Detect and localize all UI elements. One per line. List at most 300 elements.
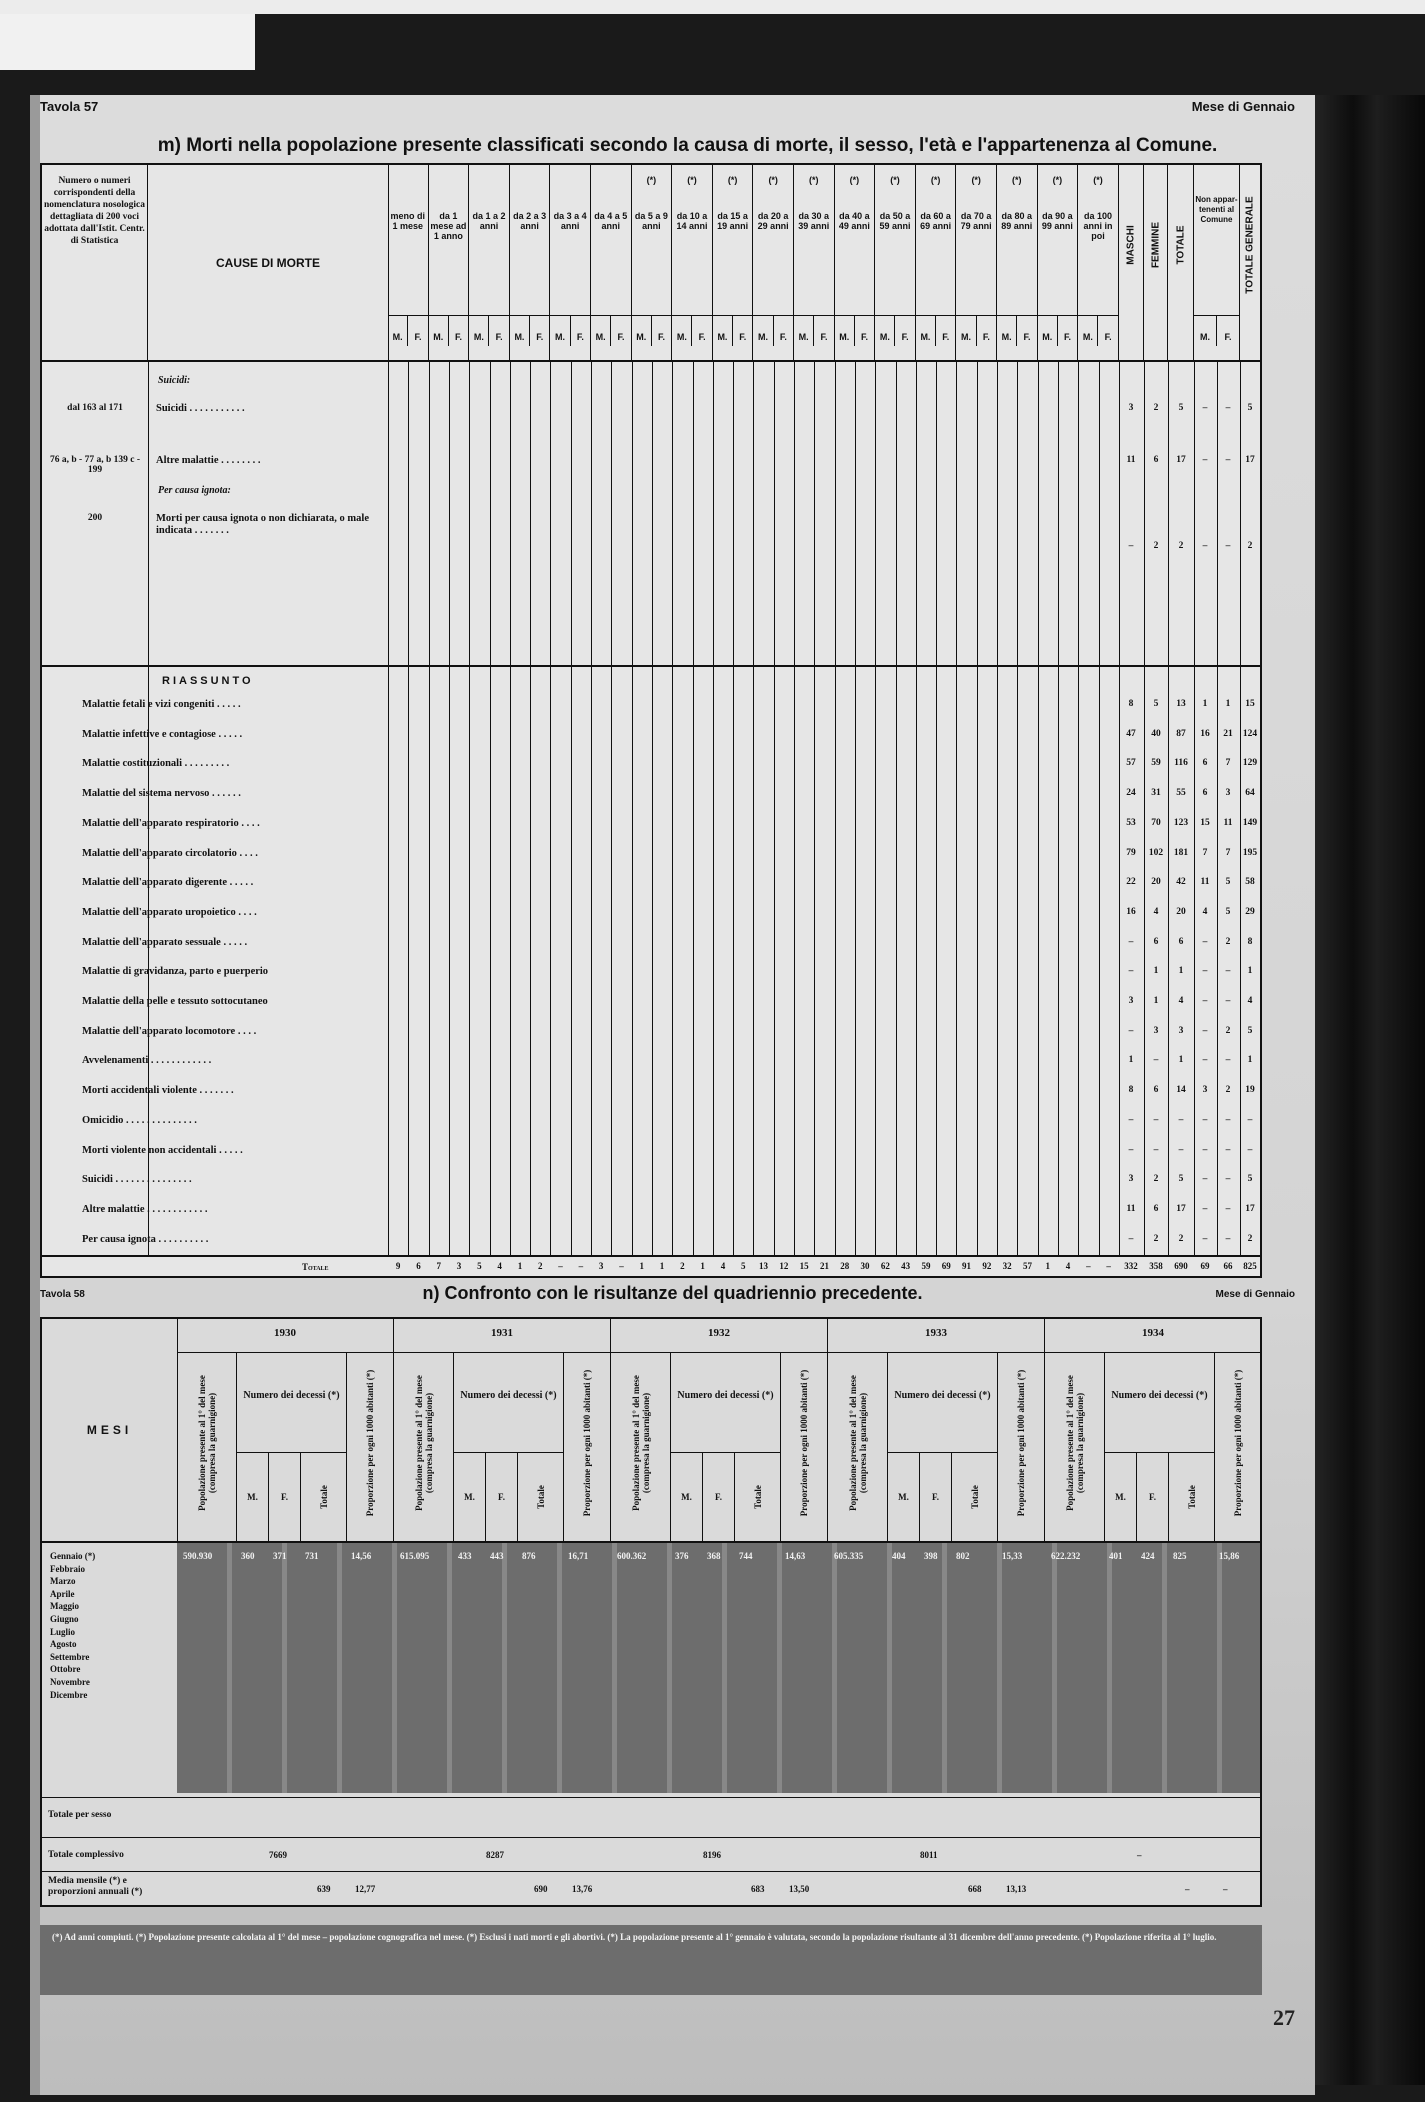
grand-total-cell: 5 <box>477 1261 482 1271</box>
age-group-label: da 1 a 2 anni <box>472 211 506 231</box>
total-nf-cell: 2 <box>1225 1085 1231 1096</box>
total-nm-cell: – <box>1202 996 1208 1006</box>
total-generale-cell: 124 <box>1242 728 1258 739</box>
summary-row <box>42 996 1260 1016</box>
age-group-label: da 20 a 29 anni <box>757 211 789 231</box>
left-margin-strip <box>30 95 40 2095</box>
grand-total-cell: 12 <box>779 1261 789 1271</box>
grand-total-cell: 1 <box>639 1261 644 1271</box>
sex-m-label: M. <box>632 316 652 346</box>
sex-f-label: F. <box>1064 332 1072 342</box>
age-group-header <box>591 165 632 360</box>
col-f-header <box>920 1453 952 1541</box>
grand-total-value: 8287 <box>486 1850 504 1860</box>
col-total-text: Totale <box>318 1485 329 1509</box>
total-label: Totale <box>302 1262 329 1272</box>
col-f-header <box>703 1453 735 1541</box>
age-group-label: da 40 a 49 anni <box>838 211 870 231</box>
total-generale-cell: 19 <box>1245 1085 1255 1096</box>
population-header-text: Popolazione presente al 1° del mese (compresa la guarnigione) <box>1064 1375 1085 1511</box>
total-totale-cell: 87 <box>1176 728 1186 739</box>
age-footnote-mark: (*) <box>849 175 860 185</box>
total-nm-cell: 1 <box>1202 699 1208 709</box>
total-maschi-cell: – <box>1128 966 1134 977</box>
annual-proportion-value: 13,50 <box>789 1884 810 1894</box>
january-value: 590.930 <box>183 1551 213 1561</box>
total-nf-cell: 5 <box>1225 906 1231 917</box>
total-maschi-cell: – <box>1128 1233 1134 1244</box>
population-header <box>828 1353 888 1541</box>
table-n <box>40 1317 1262 1907</box>
total-nf-cell: – <box>1225 1114 1231 1125</box>
month-label: Settembre <box>50 1651 90 1662</box>
total-nm-cell: – <box>1202 936 1208 947</box>
annual-proportion-value: 13,13 <box>1006 1884 1027 1894</box>
summary-row <box>42 848 1260 868</box>
sex-f-label: F. <box>617 332 625 342</box>
total-maschi-cell: 16 <box>1126 906 1136 917</box>
nomenclature-code: 76 a, b - 77 a, b 139 c - 199 <box>50 455 140 475</box>
total-nm-cell: – <box>1202 1203 1208 1214</box>
population-header <box>177 1353 237 1541</box>
grand-total-cell: 30 <box>860 1261 870 1271</box>
age-group-label: da 30 a 39 anni <box>798 211 830 231</box>
total-nm-cell: – <box>1202 1233 1208 1244</box>
age-footnote-mark: (*) <box>1012 175 1022 185</box>
total-generale-cell: 8 <box>1247 936 1253 947</box>
january-value: 401 <box>1109 1551 1123 1561</box>
sex-m-label: M. <box>916 316 936 346</box>
monthly-values-block <box>177 1543 1260 1793</box>
cause-column-header: CAUSE DI MORTE <box>148 165 389 360</box>
col-f-header <box>269 1453 301 1541</box>
total-nf-cell: 11 <box>1223 817 1233 828</box>
summary-row <box>42 699 1260 719</box>
grand-total-cell: 57 <box>1022 1261 1032 1271</box>
total-nm-cell: – <box>1202 1025 1208 1036</box>
footnotes: (*) Ad anni compiuti. (*) Popolazione presente calcolata al 1° del mese – popolazione cognografica nel mese. (*) Esclusi i nati morti e gli abortivi. (*) La popolazione presente al 1° gennaio è valutata, secondo la popolazione risultante al 31 dicembre dell'anno precedente. (*) Popolazione riferita al 1° luglio. <box>40 1925 1262 1995</box>
col-total-header <box>518 1453 564 1541</box>
col-m-text: M. <box>464 1492 475 1502</box>
total-totale-cell: 4 <box>1178 996 1184 1006</box>
age-group-header <box>753 165 794 360</box>
total-femmine-cell: 6 <box>1153 455 1159 465</box>
sex-f-label: F. <box>495 332 503 342</box>
col-total-text: Totale <box>752 1485 763 1509</box>
total-maschi-cell: 53 <box>1126 817 1136 828</box>
total-generale-cell: 15 <box>1245 699 1255 709</box>
grand-total-cell: 7 <box>436 1261 441 1271</box>
col-total-header <box>1169 1453 1215 1541</box>
january-value: 371 <box>273 1551 287 1561</box>
total-femmine-cell: – <box>1153 1114 1159 1125</box>
grand-total-cell: 2 <box>680 1261 685 1271</box>
total-totale-cell: 116 <box>1174 758 1188 769</box>
total-femmine-cell: 1 <box>1153 966 1159 977</box>
age-footnote-mark: (*) <box>768 175 778 185</box>
sex-f-label: F. <box>658 332 666 342</box>
total-nf-cell: – <box>1225 1055 1231 1066</box>
total-maschi-cell: – <box>1128 1025 1134 1036</box>
grand-total-cell: – <box>619 1261 624 1271</box>
running-head-left: Tavola 57 <box>40 99 99 114</box>
sex-m-label: M. <box>794 316 814 346</box>
total-maschi-cell: – <box>1128 1114 1134 1125</box>
grand-total-cell: 13 <box>759 1261 769 1271</box>
age-footnote-mark: (*) <box>809 175 819 185</box>
age-group-label: da 50 a 59 anni <box>879 211 911 231</box>
sex-f-label: F. <box>455 332 463 342</box>
summary-row <box>42 1115 1260 1135</box>
summary-row <box>42 877 1260 897</box>
age-group-header <box>672 165 713 360</box>
total-generale-cell: – <box>1247 1114 1253 1125</box>
age-group-header <box>469 165 510 360</box>
total-nf-cell: – <box>1225 541 1231 551</box>
total-generale-cell: 195 <box>1242 847 1258 858</box>
grand-total-cell: 91 <box>962 1261 972 1271</box>
total-femmine-cell: 3 <box>1153 1025 1159 1036</box>
age-group-label: da 100 anni in poi <box>1083 211 1113 241</box>
sex-m-label: M. <box>1038 316 1058 346</box>
total-generale-cell: 29 <box>1245 906 1255 917</box>
sex-m-label: M. <box>997 316 1017 346</box>
total-row <box>42 1255 1260 1279</box>
scan-border-top <box>0 0 1425 14</box>
summary-cause-label: Malattie di gravidanza, parto e puerperio <box>82 966 269 978</box>
age-group-label: da 3 a 4 anni <box>553 211 587 231</box>
total-generale-cell: 2 <box>1247 541 1253 551</box>
proportion-header-text: Proporzione per ogni 1000 abitanti (*) <box>1016 1369 1026 1517</box>
month-label: Agosto <box>50 1639 77 1650</box>
grand-total-cell: 1 <box>1045 1261 1050 1271</box>
january-value: 398 <box>924 1551 938 1561</box>
total-generale-cell: 129 <box>1242 758 1258 769</box>
age-group-label: da 5 a 9 anni <box>634 211 668 231</box>
grand-total-cell: 825 <box>1243 1261 1257 1271</box>
cause-label: Altre malattie . . . . . . . . <box>156 455 261 466</box>
total-nf-cell: – <box>1225 1203 1231 1214</box>
non-appartenenti-header: Non appar-tenenti al Comune M. F. <box>1194 165 1240 360</box>
col-m-text: M. <box>681 1492 692 1502</box>
col-f-text: F. <box>498 1492 505 1502</box>
grand-total-cell: – <box>578 1261 584 1271</box>
population-header-text: Popolazione presente al 1° del mese (compresa la guarnigione) <box>630 1375 651 1511</box>
summary-cause-label: Malattie dell'apparato digerente . . . . . <box>82 877 254 889</box>
total-nm-cell: 16 <box>1200 728 1210 739</box>
grand-total-cell: 92 <box>982 1261 992 1271</box>
january-value: 443 <box>490 1551 504 1561</box>
sex-f-label: F. <box>414 332 422 342</box>
summary-row <box>42 937 1260 957</box>
january-value: 360 <box>241 1551 255 1561</box>
total-generale-cell: 64 <box>1245 788 1255 799</box>
total-totale-cell: 123 <box>1173 817 1189 828</box>
total-femmine-cell: 2 <box>1153 1174 1159 1185</box>
age-footnote-mark: (*) <box>646 175 657 185</box>
total-nm-cell: 6 <box>1202 788 1208 799</box>
total-maschi-cell: – <box>1128 1144 1134 1155</box>
proportion-header-text: Proporzione per ogni 1000 abitanti (*) <box>799 1369 809 1517</box>
total-maschi-cell: 47 <box>1126 728 1136 739</box>
age-group-header <box>1038 165 1079 360</box>
summary-row <box>42 1055 1260 1075</box>
annual-proportion-value: 13,76 <box>572 1884 593 1894</box>
col-m-text: M. <box>898 1492 909 1502</box>
total-totale-cell: 6 <box>1178 936 1184 947</box>
age-group-header <box>835 165 876 360</box>
summary-cause-label: Malattie dell'apparato circolatorio . . . . <box>82 847 258 859</box>
age-group-header <box>632 165 673 360</box>
total-maschi-cell: – <box>1128 936 1134 947</box>
summary-row <box>42 729 1260 749</box>
col-total-text: Totale <box>535 1485 546 1509</box>
grand-total-cell: 43 <box>901 1261 911 1271</box>
total-femmine-cell: 2 <box>1153 541 1159 551</box>
sex-f-label: F. <box>982 332 990 342</box>
grand-total-cell: 1 <box>659 1261 665 1271</box>
total-nf-cell: 2 <box>1225 936 1231 947</box>
total-nf-cell: – <box>1225 1174 1231 1185</box>
january-value: 376 <box>675 1551 689 1561</box>
age-group-header <box>916 165 957 360</box>
january-value: 14,56 <box>351 1551 372 1561</box>
total-nm-cell: – <box>1202 455 1208 465</box>
grand-total-cell: 21 <box>819 1261 829 1271</box>
grand-total-cell: 4 <box>1065 1261 1071 1271</box>
grand-total-cell: 9 <box>395 1261 401 1271</box>
total-maschi-cell: 1 <box>1128 1055 1134 1066</box>
total-femmine-cell: 6 <box>1153 1085 1159 1096</box>
total-generale-cell: 5 <box>1247 403 1253 413</box>
riassunto-title: RIASSUNTO <box>162 675 254 687</box>
proportion-header-text: Proporzione per ogni 1000 abitanti (*) <box>582 1369 592 1517</box>
totale-generale-header: TOTALE GENERALE <box>1244 196 1256 294</box>
population-header <box>394 1353 454 1541</box>
total-totale-cell: 20 <box>1176 906 1186 917</box>
grand-total-cell: 69 <box>941 1261 951 1271</box>
sex-m-label: M. <box>510 316 530 346</box>
total-nf-cell: – <box>1225 966 1231 977</box>
month-label: Dicembre <box>50 1689 88 1700</box>
total-femmine-cell: 40 <box>1151 728 1161 739</box>
sex-m-label: M. <box>591 316 611 346</box>
january-value: 15,33 <box>1002 1551 1023 1561</box>
summary-cause-label: Morti violente non accidentali . . . . . <box>82 1144 243 1156</box>
grand-total-cell: 690 <box>1174 1261 1188 1271</box>
total-nf-cell: – <box>1225 1144 1231 1155</box>
proportion-header-text: Proporzione per ogni 1000 abitanti (*) <box>365 1369 375 1517</box>
total-generale-cell: 1 <box>1247 966 1253 977</box>
deaths-count-header: Numero dei decessi (*) <box>1105 1353 1215 1453</box>
grand-total-value: 8196 <box>703 1850 721 1860</box>
deaths-count-header: Numero dei decessi (*) <box>237 1353 347 1453</box>
deaths-count-header: Numero dei decessi (*) <box>671 1353 781 1453</box>
col-total-text: Totale <box>1186 1485 1197 1509</box>
total-maschi-cell: 3 <box>1128 996 1134 1006</box>
total-maschi-cell: 11 <box>1126 1203 1136 1214</box>
total-maschi-cell: 11 <box>1126 455 1136 465</box>
summary-row <box>42 907 1260 927</box>
total-nm-cell: 11 <box>1200 877 1210 888</box>
total-nm-cell: 7 <box>1202 847 1208 858</box>
average-label: Media mensile (*) e proporzioni annuali (*) <box>48 1876 143 1897</box>
maschi-header: MASCHI <box>1118 165 1144 360</box>
total-femmine-cell: 70 <box>1151 817 1161 828</box>
total-totale-cell: 14 <box>1176 1085 1186 1096</box>
year-header: 1931 <box>394 1319 611 1353</box>
sex-m-label: M. <box>469 316 489 346</box>
sex-m-label: M. <box>388 316 408 346</box>
age-group-label: da 2 a 3 anni <box>513 211 547 231</box>
population-header-text: Popolazione presente al 1° del mese (compresa la guarnigione) <box>847 1375 868 1511</box>
monthly-average-value: 639 <box>317 1884 331 1894</box>
total-nf-cell: 7 <box>1225 847 1231 858</box>
january-value: 14,63 <box>785 1551 806 1561</box>
total-generale-cell: 149 <box>1242 817 1258 828</box>
month-label: Marzo <box>50 1576 76 1587</box>
january-value: 615.095 <box>400 1551 430 1561</box>
col-f-text: F. <box>715 1492 722 1502</box>
totale-header: TOTALE <box>1168 165 1194 360</box>
sex-f-label: F. <box>698 332 706 342</box>
summary-cause-label: Malattie fetali e vizi congeniti . . . . . <box>82 699 241 710</box>
col-total-header <box>301 1453 347 1541</box>
col-f-text: F. <box>932 1492 939 1502</box>
summary-cause-label: Malattie della pelle e tessuto sottocutaneo <box>82 996 268 1007</box>
scan-paper-corner <box>0 14 255 70</box>
col-total-header <box>952 1453 998 1541</box>
mesi-header: MESI <box>42 1319 178 1541</box>
grand-total-cell: – <box>1106 1261 1111 1271</box>
grand-total-cell: 59 <box>921 1261 931 1271</box>
age-group-label: meno di 1 mese <box>390 211 426 231</box>
detail-row <box>42 513 1260 557</box>
col-f-header <box>1137 1453 1169 1541</box>
age-footnote-mark: (*) <box>727 175 738 185</box>
proportion-header <box>1215 1353 1262 1541</box>
sex-m-label: M. <box>429 316 449 346</box>
total-totale-cell: 181 <box>1173 847 1189 858</box>
grand-total-cell: 332 <box>1124 1261 1138 1271</box>
nomenclature-code: 200 <box>87 513 103 523</box>
age-footnote-mark: (*) <box>971 175 981 185</box>
total-femmine-cell: 59 <box>1151 758 1161 769</box>
detail-row <box>42 403 1260 423</box>
total-nf-cell: – <box>1225 996 1231 1006</box>
table-m <box>40 163 1262 1278</box>
total-generale-cell: 2 <box>1247 1233 1253 1244</box>
total-generale-cell: 5 <box>1247 1174 1253 1185</box>
january-value: 368 <box>707 1551 721 1561</box>
total-generale-cell: 4 <box>1247 996 1253 1006</box>
total-generale-cell: 58 <box>1245 877 1255 888</box>
monthly-average-value: 668 <box>968 1884 982 1894</box>
total-totale-cell: 3 <box>1178 1025 1184 1036</box>
summary-cause-label: Malattie dell'apparato uropoietico . . . . <box>82 906 257 918</box>
month-label: Giugno <box>50 1614 79 1624</box>
month-label: Aprile <box>50 1588 75 1599</box>
sex-m-label: M. <box>753 316 773 346</box>
total-nm-cell: 6 <box>1202 758 1208 769</box>
grand-total-cell: 4 <box>720 1261 726 1271</box>
col-f-text: F. <box>281 1492 288 1502</box>
femmine-header: FEMMINE <box>1144 165 1168 360</box>
grand-total-cell: – <box>558 1261 563 1271</box>
col-m-header <box>671 1453 703 1541</box>
age-group-label: da 4 a 5 anni <box>594 211 628 231</box>
table-m-title: m) Morti nella popolazione presente classificati secondo la causa di morte, il sesso, l'età e l'appartenenza al Comune. <box>157 135 1218 156</box>
total-generale-cell: 17 <box>1245 455 1255 465</box>
running-head-right: Mese di Gennaio <box>1191 99 1295 114</box>
january-value: 744 <box>739 1551 753 1561</box>
total-femmine-cell: 6 <box>1153 936 1159 947</box>
proportion-header <box>781 1353 828 1541</box>
population-header <box>1045 1353 1105 1541</box>
sex-f-label: F. <box>861 332 869 342</box>
total-nf-cell: 2 <box>1225 1025 1231 1036</box>
grand-total-cell: 1 <box>517 1261 523 1271</box>
sex-m-label: M. <box>835 316 855 346</box>
age-group-label: da 60 a 69 anni <box>920 211 952 231</box>
running-head <box>40 99 1295 117</box>
grand-total-cell: 358 <box>1149 1261 1163 1271</box>
summary-row <box>42 1234 1260 1254</box>
total-nm-cell: – <box>1202 403 1208 413</box>
average-row <box>42 1871 1260 1906</box>
proportion-header-text: Proporzione per ogni 1000 abitanti (*) <box>1233 1369 1243 1517</box>
total-totale-cell: – <box>1178 1114 1184 1125</box>
monthly-average-value: – <box>1185 1884 1190 1894</box>
grand-total-cell: 32 <box>1002 1261 1012 1271</box>
total-maschi-cell: 8 <box>1128 1085 1134 1096</box>
summary-cause-label: Suicidi . . . . . . . . . . . . . . . <box>82 1174 192 1186</box>
january-value: 433 <box>458 1551 472 1561</box>
sex-f-label: F. <box>820 332 828 342</box>
summary-row <box>42 1026 1260 1046</box>
population-header <box>611 1353 671 1541</box>
total-femmine-cell: 1 <box>1153 996 1159 1006</box>
total-totale-cell: 17 <box>1176 1203 1186 1214</box>
total-generale-cell: 1 <box>1247 1055 1253 1066</box>
total-nf-cell: 3 <box>1225 788 1231 799</box>
age-footnote-mark: (*) <box>890 175 900 185</box>
year-header: 1932 <box>611 1319 828 1353</box>
total-nf-cell: 21 <box>1223 728 1233 739</box>
age-group-header <box>550 165 591 360</box>
total-nm-cell: – <box>1202 1114 1208 1125</box>
grand-total-value: – <box>1137 1850 1142 1860</box>
total-nm-cell: – <box>1202 1055 1208 1066</box>
total-femmine-cell: – <box>1153 1144 1159 1155</box>
sex-f-label: F. <box>536 332 544 342</box>
total-generale-cell: – <box>1247 1144 1253 1155</box>
total-totale-cell: 5 <box>1178 1174 1184 1185</box>
january-value: 731 <box>305 1551 319 1561</box>
monthly-average-value: 683 <box>751 1884 765 1894</box>
grand-total-cell: 2 <box>538 1261 543 1271</box>
month-label: Novembre <box>50 1677 90 1687</box>
sex-m-label: M. <box>956 316 976 346</box>
month-label: Luglio <box>50 1626 76 1637</box>
month-label: Maggio <box>50 1601 79 1612</box>
total-maschi-cell: 8 <box>1128 699 1134 709</box>
detail-row <box>42 455 1260 475</box>
summary-row <box>42 1174 1260 1194</box>
sex-f-label: F. <box>1104 332 1112 342</box>
total-nm-cell: – <box>1202 1174 1208 1185</box>
total-totale-cell: 55 <box>1176 788 1186 799</box>
